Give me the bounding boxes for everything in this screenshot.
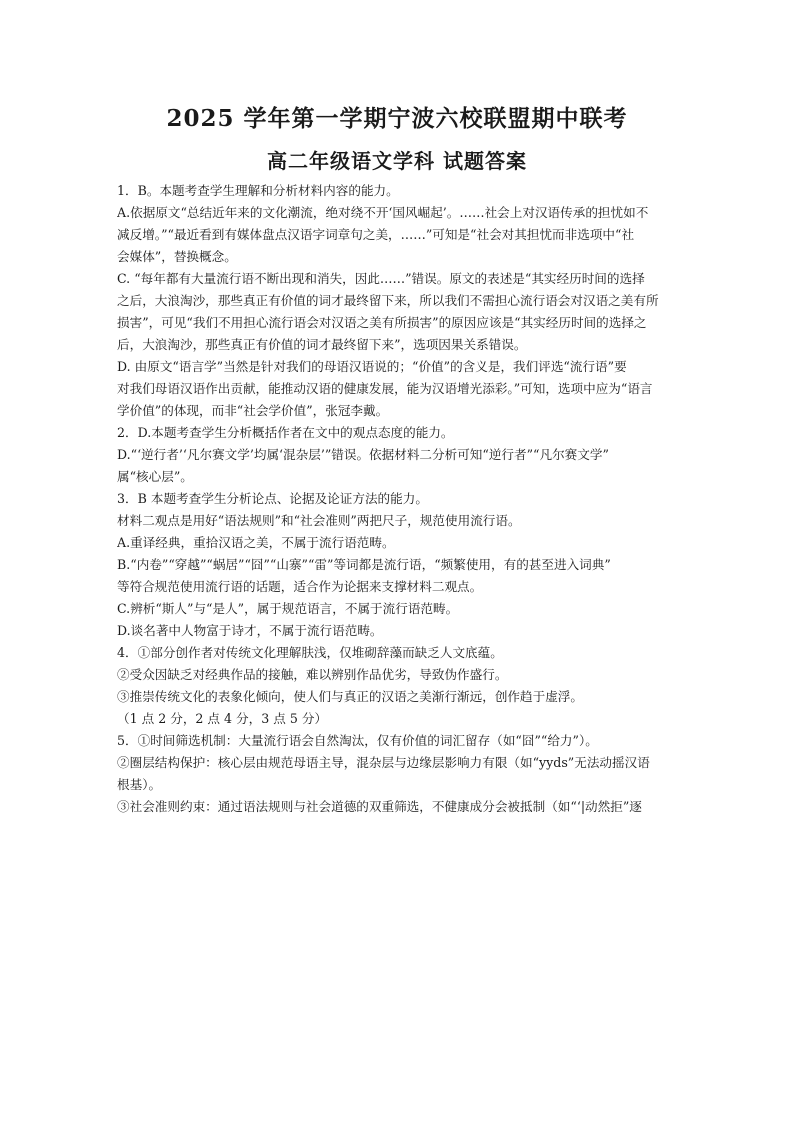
text-line: 会媒体”，替换概念。 bbox=[117, 249, 237, 264]
document-subtitle: 高二年级语文学科 试题答案 bbox=[267, 149, 527, 173]
text-line: 2．D.本题考查学生分析概括作者在文中的观点态度的能力。 bbox=[117, 425, 454, 440]
text-line: C. “每年都有大量流行语不断出现和消失，因此……”错误。原文的表述是“其实经历时间的选择 bbox=[117, 271, 645, 286]
text-line: 属“核心层”。 bbox=[117, 469, 193, 484]
text-line: ③社会准则约束：通过语法规则与社会道德的双重筛选，不健康成分会被抵制（如“‘|动然拒”逐 bbox=[117, 799, 642, 814]
text-line: D.“‘逆行者’‘凡尔赛文学’均属‘混杂层’”错误。依据材料二分析可知“逆行者”“凡尔赛文学” bbox=[117, 447, 609, 462]
text-line: D.谈名著中人物富于诗才，不属于流行语范畴。 bbox=[117, 623, 383, 638]
text-line: 等符合规范使用流行语的话题，适合作为论据来支撑材料二观点。 bbox=[117, 579, 483, 594]
text-line: A.依据原文“总结近年来的文化潮流，绝对绕不开‘国风崛起’。……社会上对汉语传承的担忧如不 bbox=[117, 205, 649, 220]
text-line: 损害”，可见“我们不用担心流行语会对汉语之美有所损害”的原因应该是“其实经历时间的选择之 bbox=[117, 315, 647, 330]
text-line: A.重译经典，重拾汉语之美，不属于流行语范畴。 bbox=[117, 535, 395, 550]
answer-body bbox=[117, 180, 685, 818]
text-line: 学价值”的体现，而非“社会学价值”，张冠李戴。 bbox=[117, 403, 389, 418]
text-line: D. 由原文“语言学”当然是针对我们的母语汉语说的；“价值”的含义是，我们评选“流行语”要 bbox=[117, 359, 627, 374]
text-line: （1 点 2 分，2 点 4 分，3 点 5 分） bbox=[117, 711, 328, 726]
text-line: ②圈层结构保护：核心层由规范母语主导，混杂层与边缘层影响力有限（如“yyds”无法动摇汉语 bbox=[117, 755, 650, 770]
text-line: ②受众因缺乏对经典作品的接触，难以辨别作品优劣，导致伪作盛行。 bbox=[117, 667, 508, 682]
text-line: 材料二观点是用好“语法规则”和“社会准则”两把尺子，规范使用流行语。 bbox=[117, 513, 521, 528]
text-line: 4．①部分创作者对传统文化理解肤浅，仅堆砌辞藻而缺乏人文底蕴。 bbox=[117, 645, 503, 660]
document-title: 2025 学年第一学期宁波六校联盟期中联考 bbox=[166, 105, 628, 132]
text-line: 之后，大浪淘沙，那些真正有价值的词才最终留下来，所以我们不需担心流行语会对汉语之美有所 bbox=[117, 293, 659, 308]
text-line: ③推崇传统文化的表象化倾向，使人们与真正的汉语之美渐行渐远，创作趋于虚浮。 bbox=[117, 689, 583, 704]
text-line: 5．①时间筛选机制：大量流行语会自然淘汰，仅有价值的词汇留存（如“囧”“给力”）。 bbox=[117, 733, 598, 748]
text-line: B.“内卷”“穿越”“蜗居”“囧”“山寨”“雷”等词都是流行语，“频繁使用，有的甚至进入词典” bbox=[117, 557, 611, 572]
text-line: C.辨析“斯人”与“是人”，属于规范语言，不属于流行语范畴。 bbox=[117, 601, 459, 616]
text-line: 减反增。”“最近看到有媒体盘点汉语字词章句之美，……”可知是“社会对其担忧而非选项中“社 bbox=[117, 227, 635, 242]
text-line: 根基）。 bbox=[117, 777, 162, 792]
text-line: 对我们母语汉语作出贡献，能推动汉语的健康发展，能为汉语增光添彩。”可知，选项中应为“语言 bbox=[117, 381, 653, 396]
text-line: 后，大浪淘沙，那些真正有价值的词才最终留下来”，选项因果关系错误。 bbox=[117, 337, 527, 352]
text-line: 3．B 本题考查学生分析论点、论据及论证方法的能力。 bbox=[117, 491, 428, 506]
text-line: 1．B。本题考查学生理解和分析材料内容的能力。 bbox=[117, 183, 399, 198]
